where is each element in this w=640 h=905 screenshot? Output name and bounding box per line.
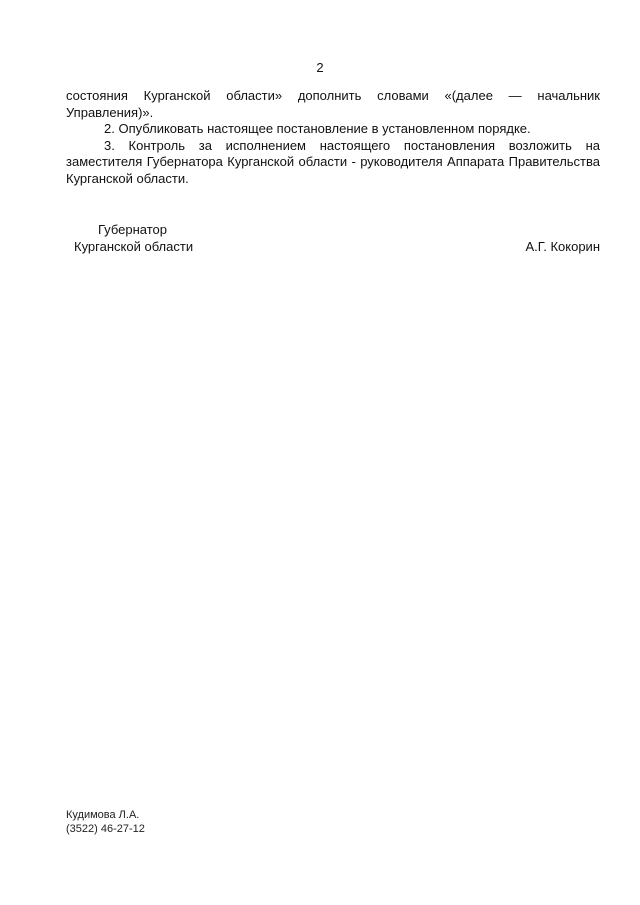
executor-phone: (3522) 46-27-12 bbox=[66, 823, 145, 835]
page-number: 2 bbox=[316, 60, 324, 75]
paragraph-1-line-2: Управления)». bbox=[66, 104, 154, 120]
paragraph-1-line-1: состояния Курганской области» дополнить словами «(далее — начальник bbox=[66, 88, 600, 103]
paragraph-3-rest: заместителя Губернатора Курганской области - руководителя Аппарата Правительства Курганской области. bbox=[66, 154, 600, 186]
paragraph-3-line-1: 3. Контроль за исполнением настоящего постановления возложить на bbox=[104, 137, 600, 153]
signatory-title-line-1: Губернатор bbox=[98, 222, 167, 237]
signatory-title-line-2: Курганской области bbox=[74, 239, 194, 254]
executor-footer bbox=[66, 808, 145, 836]
paragraph-2: 2. Опубликовать настоящее постановление в установленном порядке. bbox=[104, 121, 531, 136]
signatory-name: А.Г. Кокорин bbox=[525, 239, 600, 254]
document-body bbox=[66, 88, 600, 187]
executor-name: Кудимова Л.А. bbox=[66, 809, 140, 821]
